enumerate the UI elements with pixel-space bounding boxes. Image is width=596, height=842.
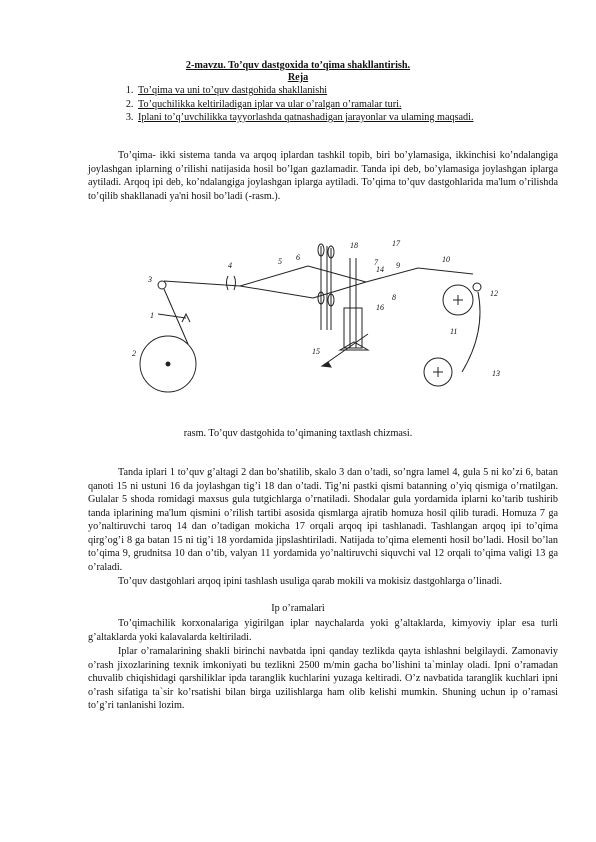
svg-text:1: 1 xyxy=(150,311,154,320)
paragraph-package-shape: Iplar o’ramalarining shakli birinchi navbatda ipni qanday tezlikda qayta ishlashni belgilaydi. Zamonaviy o’rash jixozlarining texnik imkoniyati bu tezlikni 2500 m/min gacha bo’lishini ta`minlay oladi. Ipni o’ramadan chuvalib chiqishidagi qarshiliklar ipda taranglik kuchlarini yuzaga keltiradi. O’z navbatida taranglik kuchlari ipni o’rash sifatiga ta`sir ko’rsatishi bilan birga uzilishlarga ham olib kelishi mumkin. Shuning uchun ip o’ramasi to’g’ri tanlanishi lozim. xyxy=(88,646,558,711)
svg-text:5: 5 xyxy=(278,257,282,266)
svg-text:17: 17 xyxy=(392,239,400,248)
svg-text:16: 16 xyxy=(376,303,384,312)
svg-text:2: 2 xyxy=(132,349,136,358)
plan-item: 2. To’quchilikka keltiriladigan iplar va ular o’ralgan o’ramalar turi. xyxy=(136,98,576,112)
svg-text:3: 3 xyxy=(148,275,152,284)
svg-text:15: 15 xyxy=(312,347,320,356)
paragraph-yarn-supply: To’qimachilik korxonalariga yigirilgan iplar naychalarda yoki g’altaklarda, kimyoviy iplar esa turli g’altaklarda yoki kalavalarda keltiriladi. xyxy=(88,618,558,643)
back-rest-roller xyxy=(158,281,166,289)
svg-text:12: 12 xyxy=(490,289,498,298)
svg-text:9: 9 xyxy=(396,261,400,270)
svg-text:14: 14 xyxy=(376,265,384,274)
svg-text:7: 7 xyxy=(374,258,378,267)
loom-diagram-figure xyxy=(128,238,518,418)
figure-caption: rasm. To’quv dastgohida to’qimaning taxtlash chizmasi. xyxy=(183,428,413,439)
section-heading: Ip o’ramalari xyxy=(271,603,325,614)
plan-item: 3. Iplani to’q’uvchilikka tayyorlashda qatnashadigan jarayonlar va ulaming maqsadi. xyxy=(136,111,576,125)
plan-list xyxy=(118,84,576,125)
svg-text:8: 8 xyxy=(392,293,396,302)
svg-text:18: 18 xyxy=(350,241,358,250)
svg-text:10: 10 xyxy=(442,255,450,264)
page-title: 2-mavzu. To’quv dastgoxida to’qima shakllantirish. xyxy=(185,60,411,71)
plan-item: 1. To’qima va uni to’quv dastgohida shakllanishi xyxy=(136,84,576,98)
svg-text:11: 11 xyxy=(450,327,458,336)
paragraph-intro: To’qima- ikki sistema tanda va arqoq iplardan tashkil topib, biri bo’ylamasiga, ikkinchisi ko’ndalangiga joylashgan iplarning o’rilishi natijasida hosil bo’lgan gazlamadir. Tanda ipi deb, bo’ylamasiga joylashgan iplarga aytiladi. Arqoq ipi deb, ko’ndalangiga joylashgan iplarga aytiladi. To’qima to’quv dastgohlarida ma'lum o’rilishda to’qilib shakllanadi ya'ni hosil bo’ladi (-rasm.). xyxy=(88,150,558,202)
paragraph-loom-types: To’quv dastgohlari arqoq ipini tashlash usuliga qarab mokili va mokisiz dastgohlarga o’linadi. xyxy=(118,576,502,587)
svg-text:6: 6 xyxy=(296,253,300,262)
paragraph-process: Tanda iplari 1 to’quv g’altagi 2 dan bo’shatilib, skalo 3 dan o’tadi, so’ngra lamel 4, gula 5 ni ko’zi 6, batan qanoti 15 ni ustuni 16 da joylashgan tig’i 18 dan o’tadi. Tig’ni pastki qismi batanning o’yiq qismiga o’rnatilgan. Gulalar 5 shoda romidagi maxsus gula tutgichlarga o’rnatiladi. Shodalar gula yordamida iplarni ko’tarib tushirib tanda iplarining ma'lum qismini o’rilish tartibi asosida qismlarga ajratib homuza hosil qilib turadi. Homuza 7 ga yo’naltiruvchi taroq 14 dan o’tadigan mokicha 17 orqali arqoq ipi tashlanadi. Tashlangan arqoq ipi to’qima qirg’og’i 8 ga batan 15 ni tig’i 18 yordamida jipslashtiriladi. Natijada to’qima elementi hosil bo’ladi. Hosil bo’lan to’qima 9, grudnitsa 10 dan o’tib, valyan 11 yordamida yo’naltiruvchi siquvchi val 12 orqali to’qima valigi 13 ga o’raladi. xyxy=(88,467,558,573)
svg-text:13: 13 xyxy=(492,369,500,378)
loom-diagram xyxy=(128,238,518,418)
svg-text:4: 4 xyxy=(228,261,232,270)
plan-heading: Reja xyxy=(287,72,309,83)
